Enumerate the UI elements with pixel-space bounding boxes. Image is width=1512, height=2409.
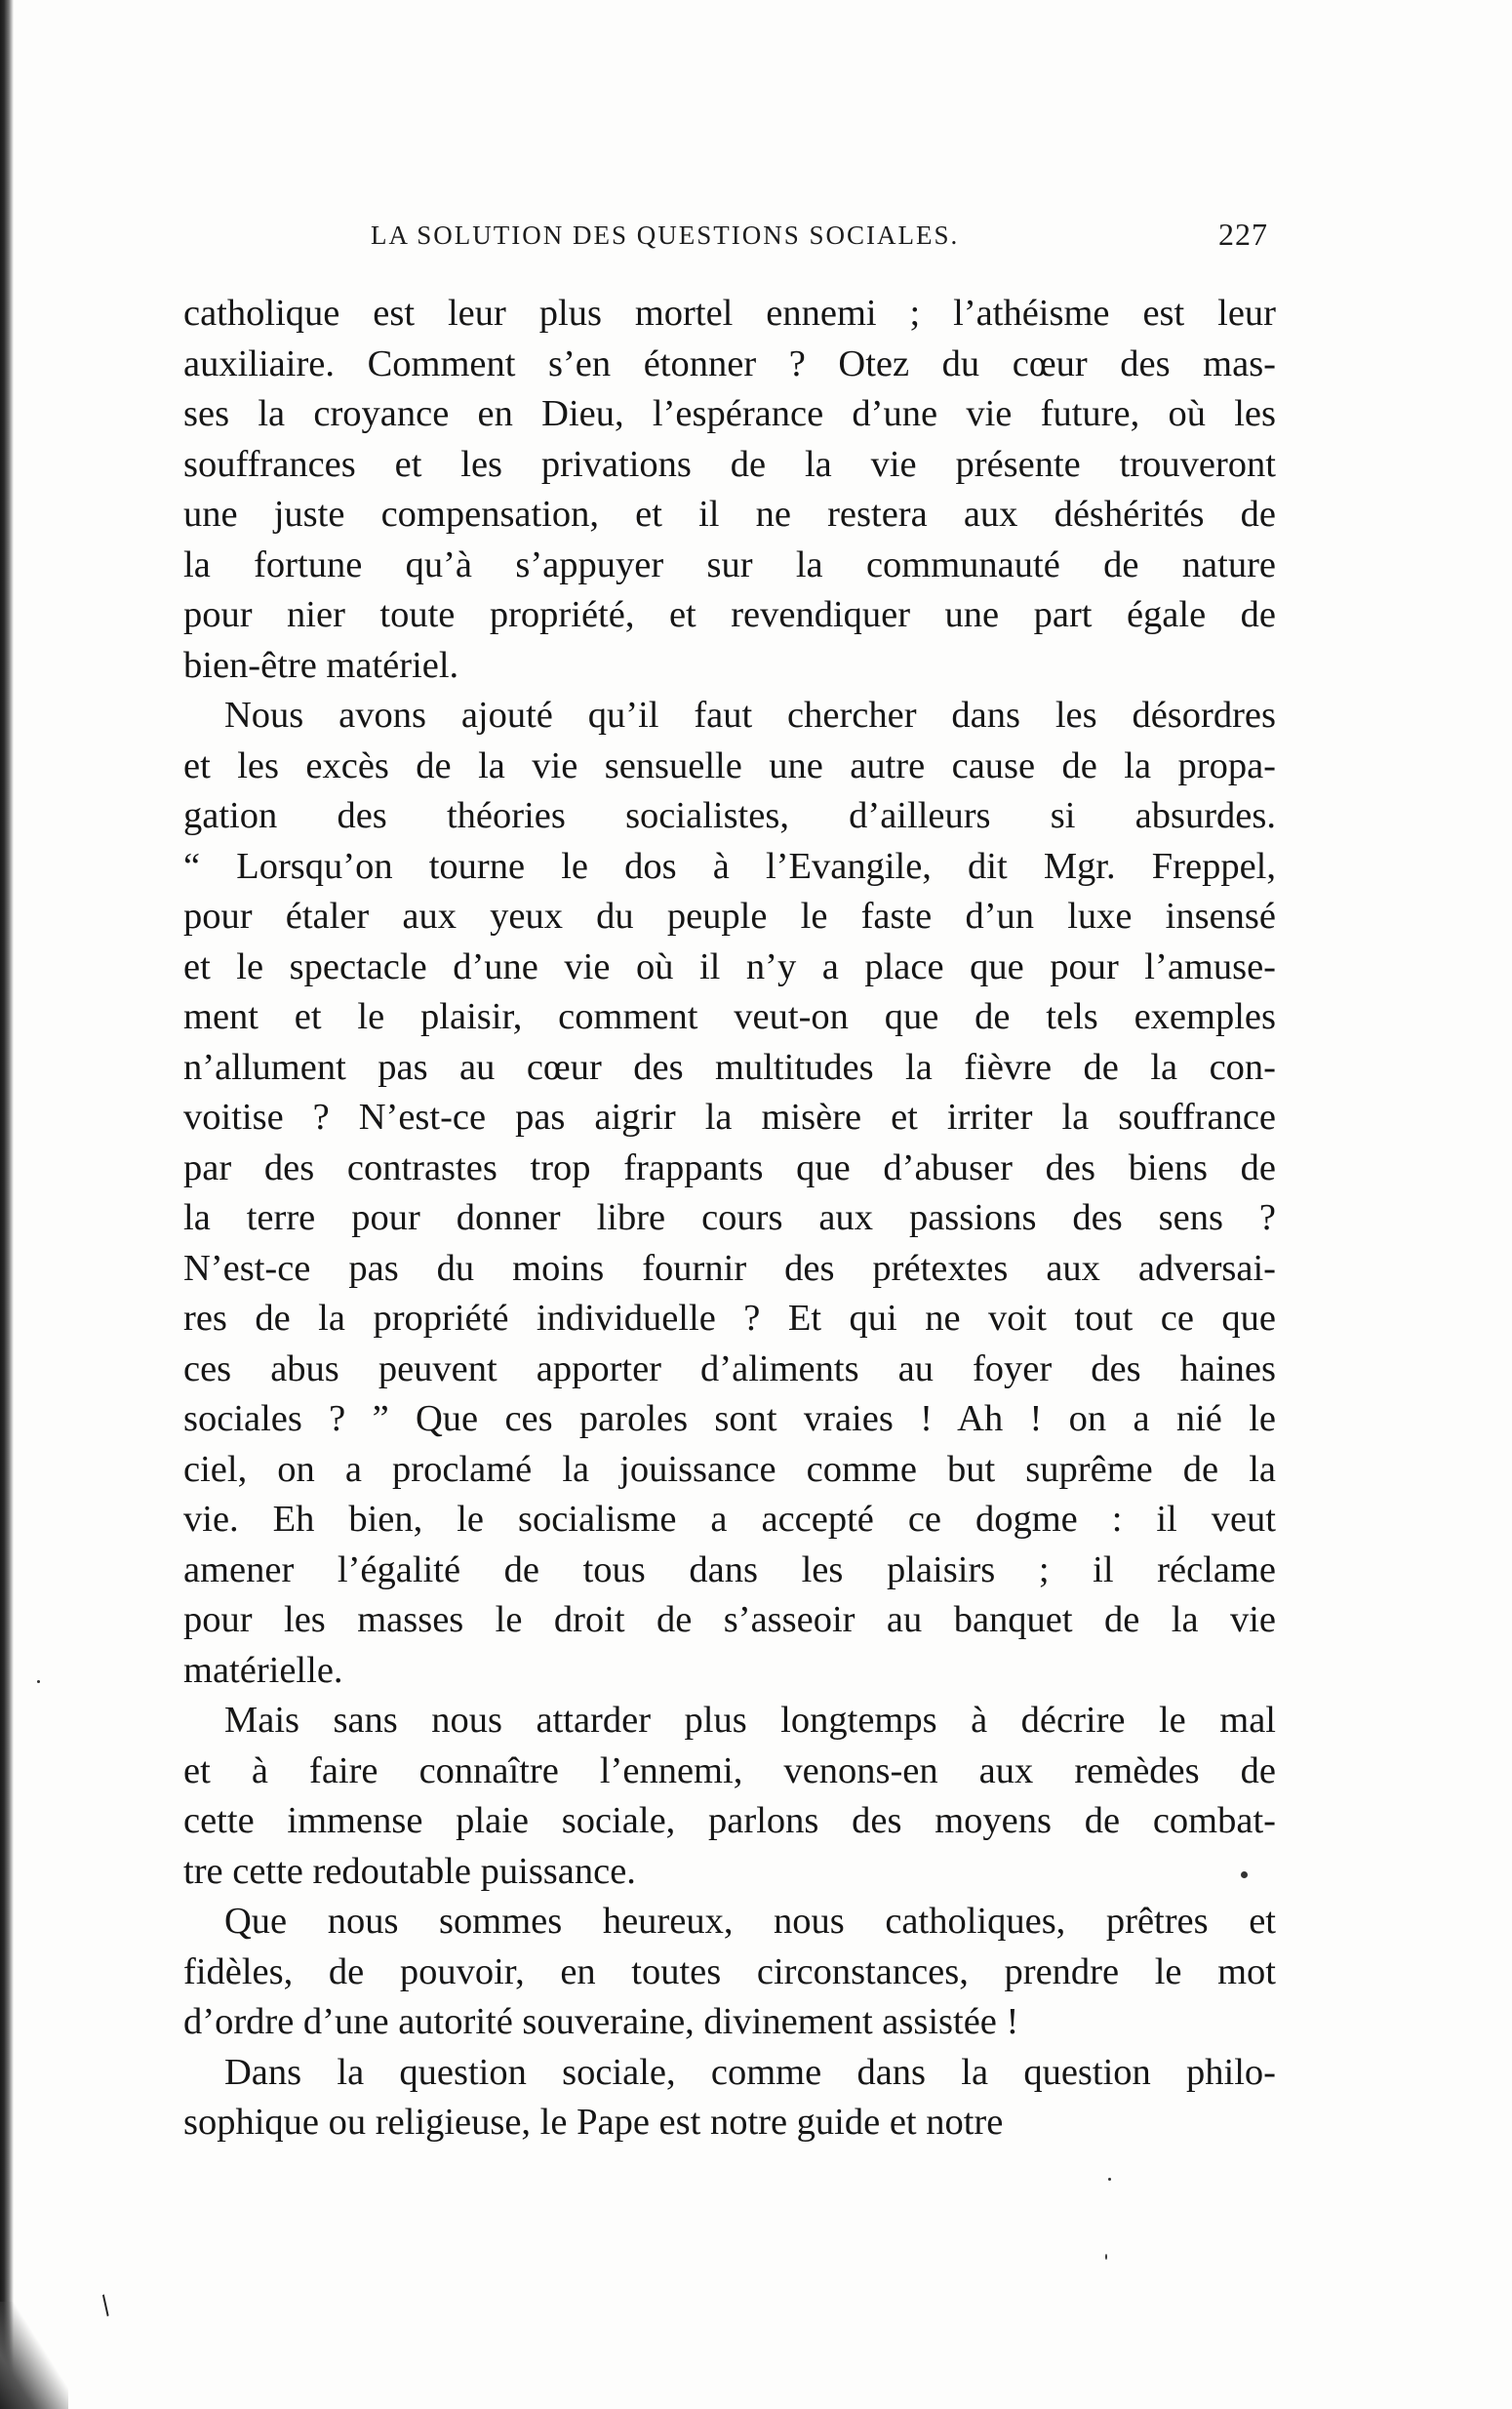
text-line: res de la propriété individuelle ? Et qui ne voit tout ce que: [183, 1298, 1276, 1339]
text-line: matérielle.: [183, 1649, 343, 1691]
text-line: ment et le plaisir, comment veut-on que de tels exemples: [183, 996, 1276, 1037]
page-number: 227: [1218, 217, 1268, 252]
page-spine-shadow: [0, 0, 14, 2409]
text-line: “ Lorsqu’on tourne le dos à l’Evangile, dit Mgr. Freppel,: [183, 845, 1276, 887]
text-line: ses la croyance en Dieu, l’espérance d’une vie future, où les: [183, 393, 1276, 434]
text-line: et les excès de la vie sensuelle une autre cause de la propa-: [183, 744, 1276, 786]
text-line: sophique ou religieuse, le Pape est notre guide et notre: [183, 2102, 1004, 2143]
text-line: vie. Eh bien, le socialisme a accepté ce dogme : il veut: [183, 1499, 1276, 1540]
text-line: cette immense plaie sociale, parlons des moyens de combat-: [183, 1800, 1276, 1841]
text-line: auxiliaire. Comment s’en étonner ? Otez du cœur des mas-: [183, 342, 1276, 384]
paragraph: [183, 1696, 1276, 1897]
stray-pen-mark: /: [95, 2290, 117, 2321]
text-line: Que nous sommes heureux, nous catholiques, prêtres et: [224, 1901, 1276, 1942]
paragraph: [183, 2048, 1276, 2148]
text-line: catholique est leur plus mortel ennemi ; l’athéisme est leur: [183, 293, 1276, 334]
text-line: ces abus peuvent apporter d’aliments au foyer des haines: [183, 1347, 1276, 1389]
paragraph: [183, 691, 1276, 1696]
text-line: et le spectacle d’une vie où il n’y a place que pour l’amuse-: [183, 945, 1276, 987]
text-line: bien-être matériel.: [183, 644, 459, 686]
text-line: pour nier toute propriété, et revendiquer une part égale de: [183, 594, 1276, 635]
text-line: amener l’égalité de tous dans les plaisirs ; il réclame: [183, 1548, 1276, 1590]
ink-speck: [1108, 2178, 1111, 2181]
text-line: souffrances et les privations de la vie présente trouveront: [183, 443, 1276, 485]
running-title: LA SOLUTION DES QUESTIONS SOCIALES.: [371, 221, 960, 250]
text-line: N’est-ce pas du moins fournir des prétextes aux adversai-: [183, 1247, 1276, 1289]
text-line: sociales ? ” Que ces paroles sont vraies ! Ah ! on a nié le: [183, 1398, 1276, 1439]
text-line: une juste compensation, et il ne restera aux déshérités de: [183, 494, 1276, 535]
text-line: ciel, on a proclamé la jouissance comme but suprême de la: [183, 1448, 1276, 1490]
text-line: et à faire connaître l’ennemi, venons-en aux remèdes de: [183, 1749, 1276, 1791]
paragraph: [183, 289, 1276, 691]
text-line: par des contrastes trop frappants que d’abuser des biens de: [183, 1146, 1276, 1188]
text-line: Mais sans nous attarder plus longtemps à décrire le mal: [224, 1700, 1276, 1741]
text-line: la terre pour donner libre cours aux passions des sens ?: [183, 1197, 1276, 1238]
paragraph: [183, 1897, 1276, 2048]
body-text: [183, 289, 1276, 2148]
ink-speck: [37, 1680, 40, 1683]
running-head: [185, 217, 1268, 260]
text-line: n’allument pas au cœur des multitudes la fièvre de la con-: [183, 1046, 1276, 1088]
page-corner-shadow: [0, 2302, 68, 2409]
text-line: pour étaler aux yeux du peuple le faste d’un luxe insensé: [183, 896, 1276, 937]
ink-speck: [1241, 1871, 1248, 1878]
text-line: d’ordre d’une autorité souveraine, divinement assistée !: [183, 2001, 1019, 2042]
text-line: la fortune qu’à s’appuyer sur la communauté de nature: [183, 543, 1276, 585]
text-line: pour les masses le droit de s’asseoir au banquet de la vie: [183, 1599, 1276, 1640]
text-line: fidèles, de pouvoir, en toutes circonstances, prendre le mot: [183, 1950, 1276, 1992]
text-line: Dans la question sociale, comme dans la question philo-: [224, 2051, 1276, 2093]
text-line: tre cette redoutable puissance.: [183, 1850, 636, 1892]
text-line: gation des théories socialistes, d’ailleurs si absurdes.: [183, 795, 1276, 836]
text-line: voitise ? N’est-ce pas aigrir la misère et irriter la souffrance: [183, 1097, 1276, 1138]
ink-speck: [1105, 2254, 1107, 2260]
text-line: Nous avons ajouté qu’il faut chercher dans les désordres: [224, 695, 1276, 736]
